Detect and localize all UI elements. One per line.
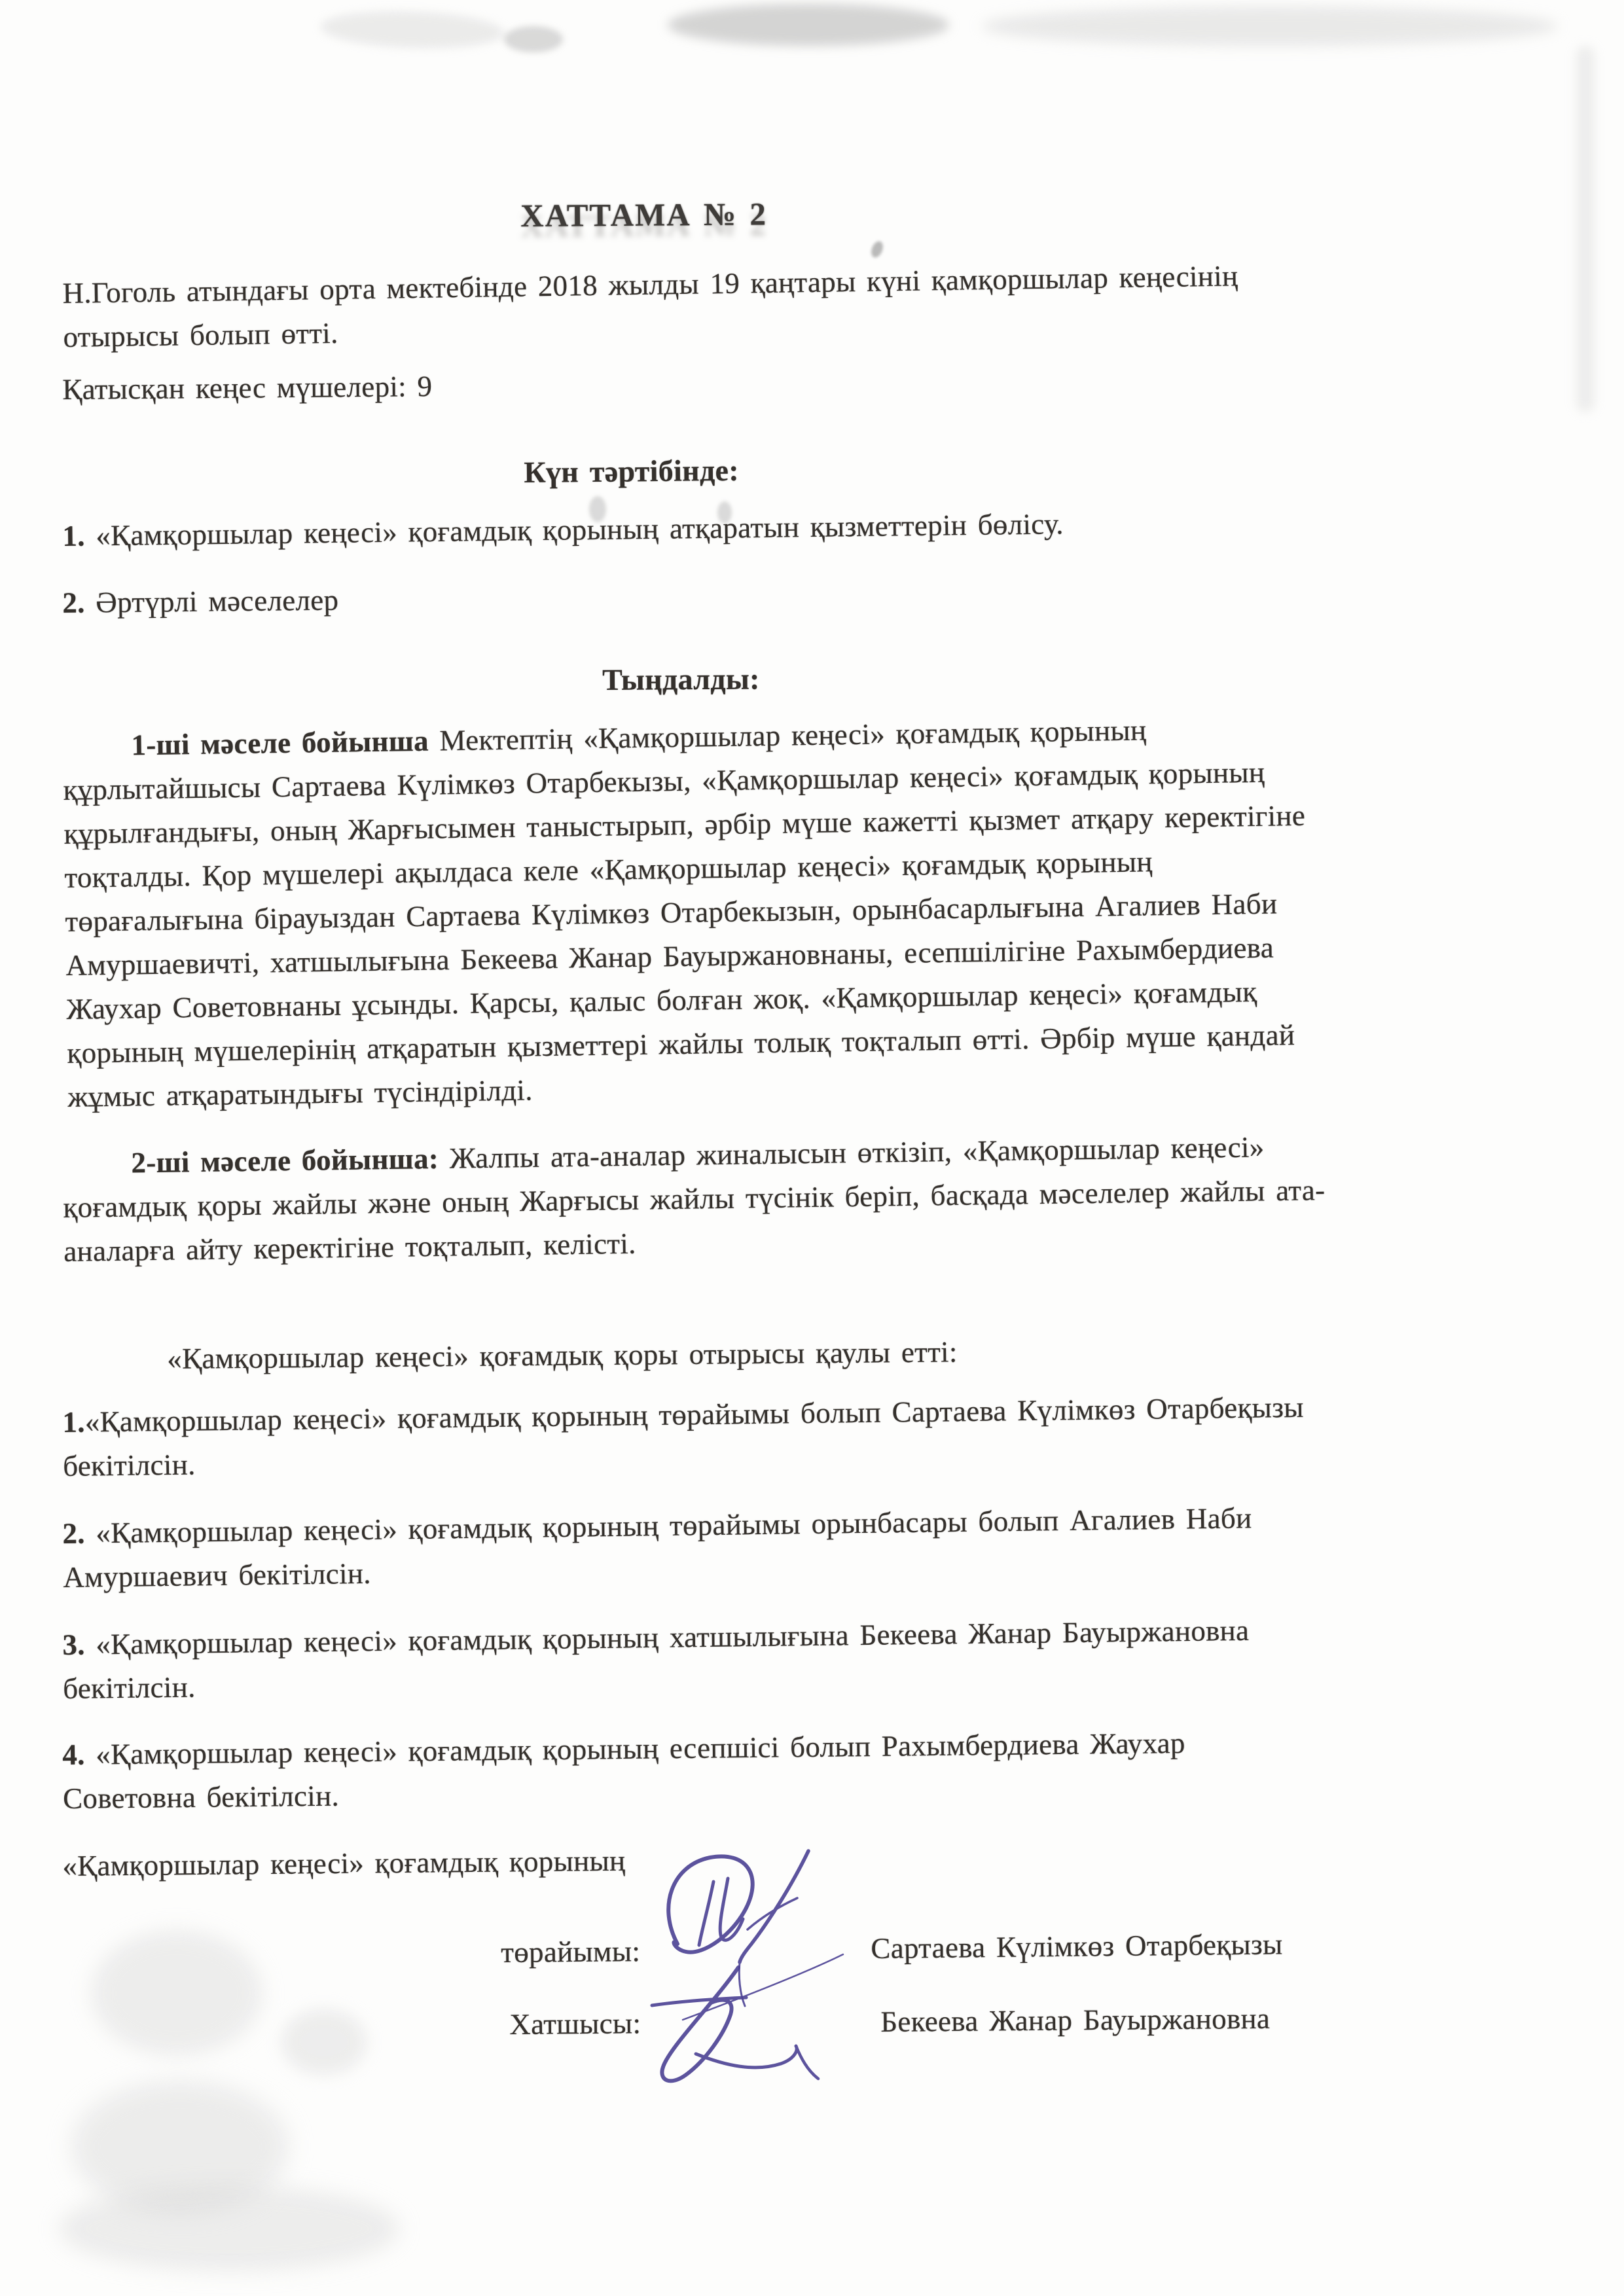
resolution-number: 2.: [62, 1516, 86, 1550]
scan-smudge: [281, 2009, 367, 2075]
scan-smudge: [59, 2186, 399, 2271]
secretary-role-label: Хатшысы:: [509, 2007, 641, 2041]
scan-smudge: [504, 26, 563, 52]
secretary-signature-icon: [634, 1949, 863, 2100]
scan-speck: [869, 240, 886, 259]
issue1-paragraph: [62, 702, 1593, 1119]
issue2-lead: 2-ші мәселе бойынша:: [131, 1141, 439, 1179]
resolution-item-2: [62, 1492, 1589, 1600]
resolution-item-1: [62, 1382, 1588, 1488]
signoff-org-line: «Қамқоршылар кеңесі» қоғамдық қорының: [62, 1844, 626, 1882]
scan-smudge: [320, 9, 505, 51]
resolution-item-3: [62, 1605, 1588, 1711]
issue2-paragraph: [62, 1121, 1589, 1274]
agenda-item-text: Әртүрлі мәселелер: [84, 583, 339, 619]
attendees-line: Қатысқан кеңес мүшелері: 9: [62, 370, 433, 406]
chairman-role-label: төрайымы:: [501, 1935, 641, 1969]
chairman-name: Сартаева Күлімкөз Отарбеқызы: [871, 1928, 1283, 1965]
agenda-item-2: [62, 565, 1588, 625]
issue1-lead: 1-ші мәселе бойынша: [131, 724, 429, 762]
scan-smudge: [982, 7, 1558, 46]
resolution-item-4: [62, 1717, 1588, 1821]
resolution-number: 3.: [62, 1628, 86, 1661]
resolution-number: 4.: [62, 1738, 85, 1771]
resolution-text: «Қамқоршылар кеңесі» қоғамдық қорының төрайымы орынбасары болып Агалиев Наби Амуршаевич бекітілсін.: [62, 1501, 1252, 1594]
heard-heading: Тыңдалды:: [602, 662, 760, 696]
intro-paragraph: Н.Гоголь атындағы орта мектебінде 2018 жылды 19 қаңтары күні қамқоршылар кеңесінің отырысы болып өтті.: [62, 259, 1238, 353]
resolution-text: «Қамқоршылар кеңесі» қоғамдық қорының хатшылығына Бекеева Жанар Бауыржановна бекітілсін.: [62, 1613, 1250, 1705]
scan-smudge: [92, 1931, 262, 2055]
agenda-item-number: 2.: [62, 586, 85, 619]
resolution-text: «Қамқоршылар кеңесі» қоғамдық қорының есепшісі болып Рахымбердиева Жаухар Советовна бекітілсін.: [62, 1727, 1185, 1815]
secretary-name: Бекеева Жанар Бауыржановна: [880, 2001, 1271, 2038]
issue2-body: Жалпы ата-аналар жиналысын өткізіп, «Қамқоршылар кеңесі» қоғамдық қоры жайлы және оның Жарғысы жайлы түсінік беріп, басқада мәселелер жайлы ата- аналарға айту керектігіне тоқталып, келісті.: [63, 1130, 1326, 1268]
issue1-body: Мектептің «Қамқоршылар кеңесі» қоғамдық қорының құрлытайшысы Сартаева Күлімкөз Отарбекызы, «Қамқоршылар кеңесі» қоғамдық қорының құрылғандығы, оның Жарғысымен таныстырып, әрбір мүше кажетті қызмет атқару керектігіне тоқталды. Қор мүшелері ақылдаса келе «Қамқоршылар кеңесі» қоғамдық қорының төрағалығына бірауыздан Сартаева Күлімкөз Отарбекызын, орынбасарлығына Агалиев Наби Амуршаевичті, хатшылығына Бекеева Жанар Бауыржановнаны, есепшілігіне Рахымбердиева Жаухар Советовнаны ұсынды. Қарсы, қалыс болған жоқ. «Қамқоршылар кеңесі» қоғамдық қорының мүшелерінің атқаратын қызметтері жайлы толық тоқталып өтті. Әрбір мүше қандай жұмыс атқаратындығы түсіндірілді.: [63, 713, 1306, 1113]
agenda-item-text: «Қамқоршылар кеңесі» қоғамдық қорының атқаратын қызметтерін бөлісу.: [84, 507, 1064, 552]
scan-smudge: [668, 4, 949, 46]
agenda-item-1: [62, 496, 1588, 558]
agenda-item-number: 1.: [62, 519, 86, 552]
decision-intro: «Қамқоршылар кеңесі» қоғамдық қоры отырысы қаулы етті:: [167, 1335, 958, 1375]
resolution-text: «Қамқоршылар кеңесі» қоғамдық қорының төрайымы болып Сартаева Күлімкөз Отарбеқызы бекітілсін.: [62, 1390, 1305, 1482]
agenda-heading: Күн тәртібінде:: [524, 453, 740, 489]
page-title: ХАТТАМА № 2: [520, 196, 768, 234]
resolution-number: 1.: [62, 1405, 86, 1439]
